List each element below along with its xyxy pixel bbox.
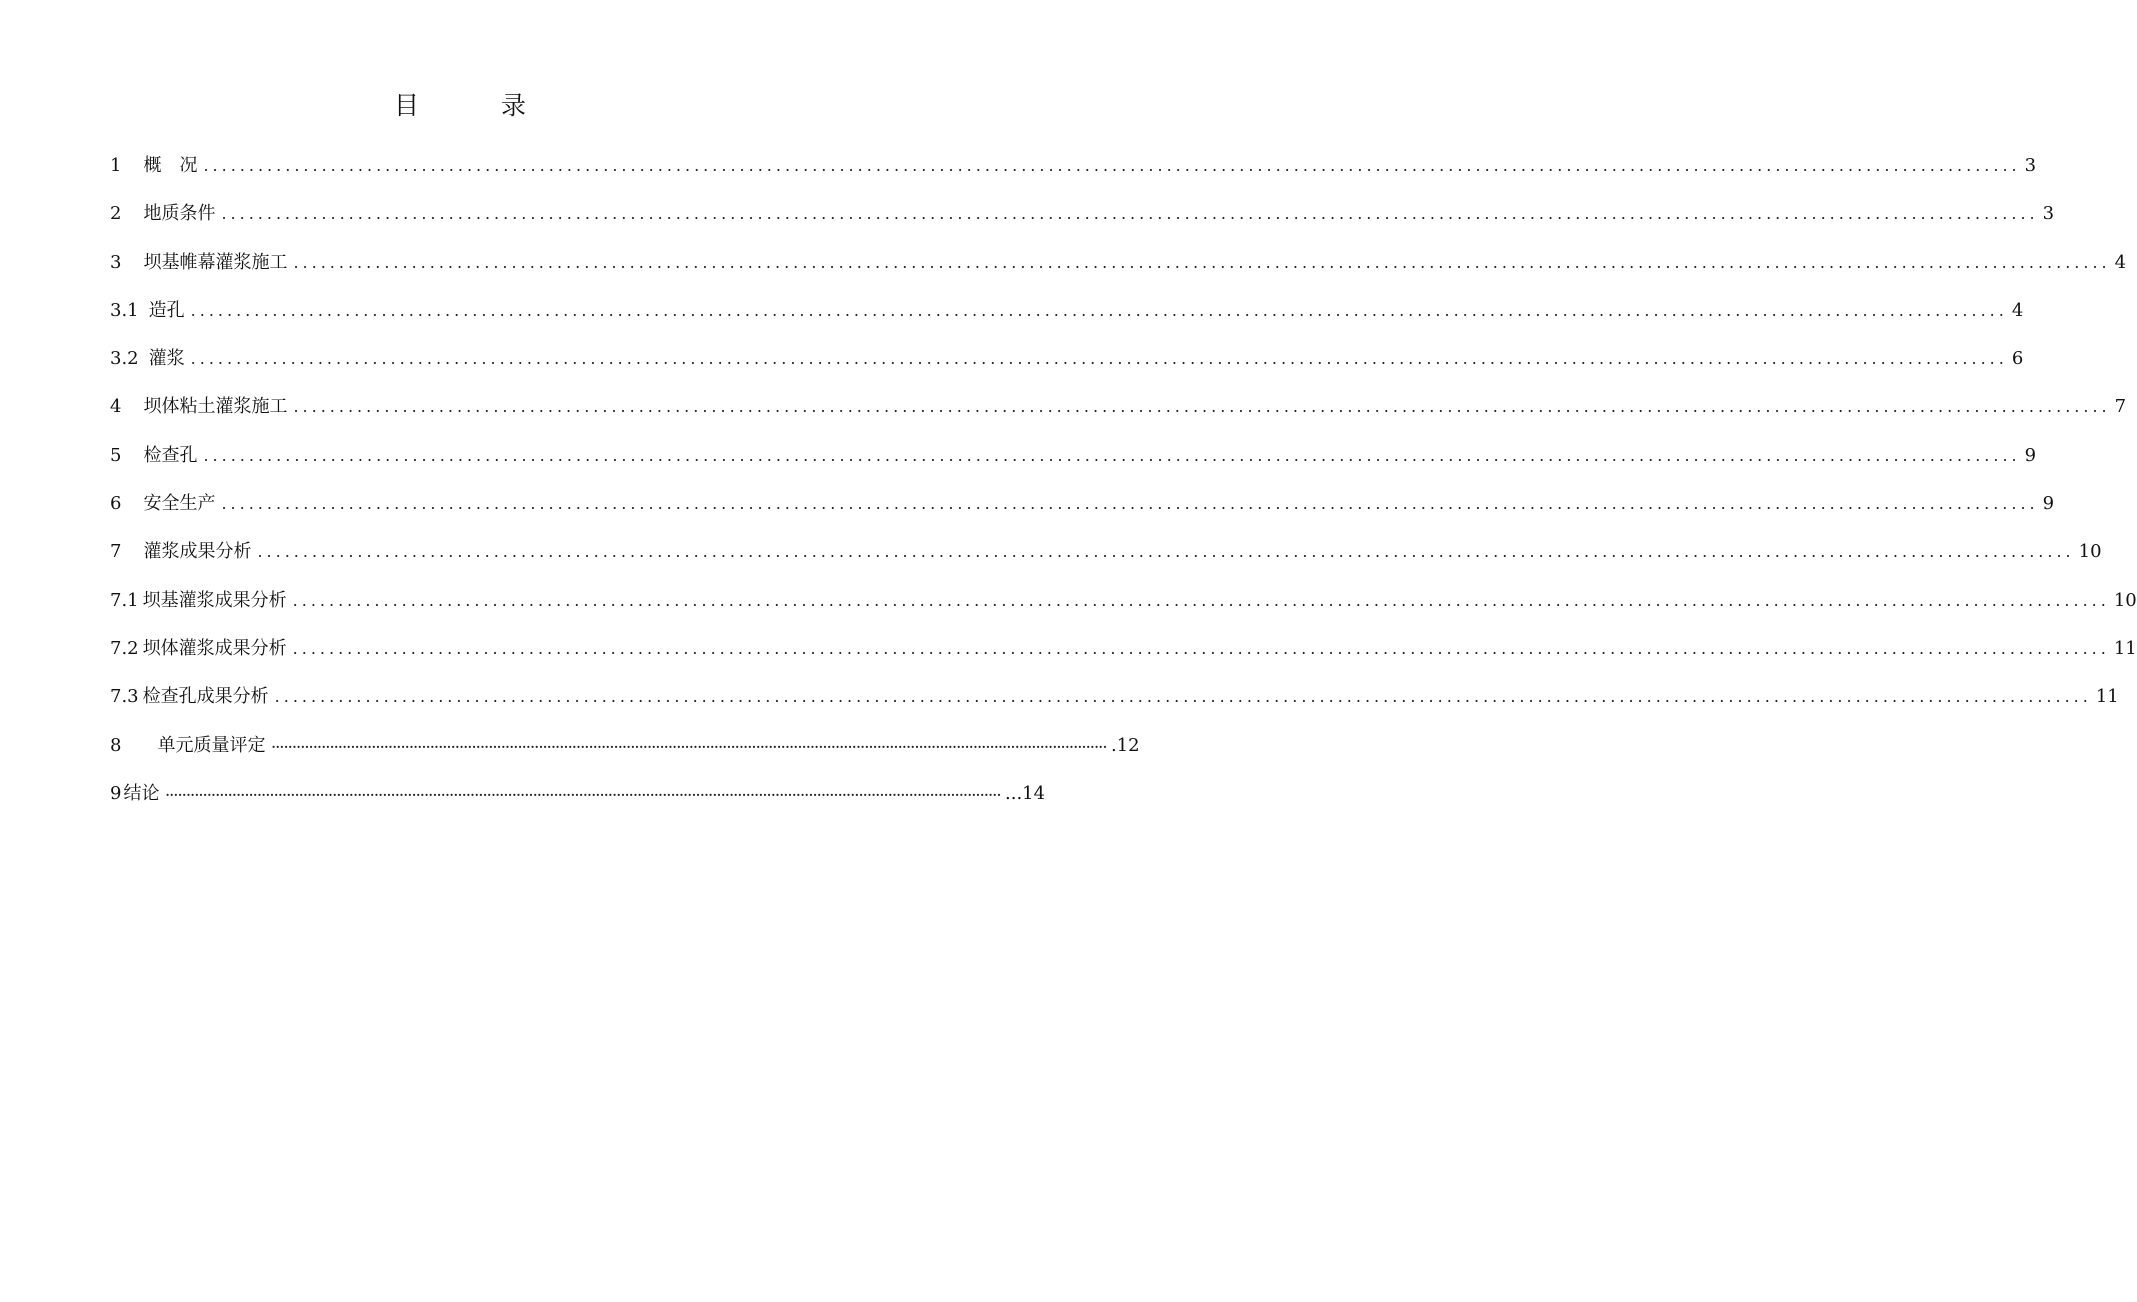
toc-entry-number: 3.1 xyxy=(110,299,139,321)
toc-entry-title: 坝基灌浆成果分析 xyxy=(142,589,287,611)
toc-entry-page: 3 xyxy=(2042,203,2055,225)
toc-entry-title: 灌浆成果分析 xyxy=(143,541,252,563)
toc-entry[interactable] xyxy=(110,339,2024,387)
toc-entry-page: 4 xyxy=(2114,251,2127,273)
toc-entry-title: 检查孔成果分析 xyxy=(142,686,269,708)
toc-dot-leader: ........................................................................................................................................................................................................ xyxy=(293,397,2111,417)
toc-entry-number: 7 xyxy=(110,541,122,563)
toc-entry[interactable] xyxy=(110,629,2137,677)
toc-entry[interactable] xyxy=(110,194,2055,242)
toc-entry-number: 2 xyxy=(110,203,122,225)
toc-entry-title: 造孔 xyxy=(148,299,185,321)
toc-entry-number: 6 xyxy=(110,493,122,515)
toc-entry[interactable] xyxy=(110,774,1046,822)
toc-entry-page: 11 xyxy=(2095,686,2119,708)
toc-entry-number: 3.2 xyxy=(110,348,139,370)
toc-entry[interactable] xyxy=(110,532,2102,580)
toc-entry-page: .12 xyxy=(1111,734,1140,756)
toc-dot-leader: ........................................................................................................................................................................................................ xyxy=(221,494,2039,514)
toc-entry-number: 7.1 xyxy=(110,589,139,611)
toc-entry-title: 灌浆 xyxy=(148,348,185,370)
toc-entry[interactable] xyxy=(110,484,2055,532)
toc-entry[interactable] xyxy=(110,243,2127,291)
toc-dot-leader: ........................................................................................................................................................................................................ xyxy=(203,445,2021,465)
toc-dot-leader: ........................................................................................................................................................................................................ xyxy=(257,542,2075,562)
table-of-contents xyxy=(110,146,2137,822)
toc-entry-page: 3 xyxy=(2024,155,2037,176)
toc-entry-page: 10 xyxy=(2113,589,2137,611)
toc-dot-leader: ........................................................................................................................................................................................................ xyxy=(292,638,2110,658)
toc-entry-title: 检查孔 xyxy=(143,444,198,466)
toc-entry-title: 坝体灌浆成果分析 xyxy=(142,637,287,659)
toc-title: 目录 xyxy=(393,91,608,120)
toc-entry[interactable] xyxy=(110,581,2137,629)
toc-entry-page: 11 xyxy=(2113,637,2137,659)
toc-entry-title: 结论 xyxy=(123,782,160,804)
toc-entry-number: 1 xyxy=(110,155,122,176)
toc-dot-leader: ........................................................................................................................................................................................................ xyxy=(274,687,2092,707)
toc-entry-title: 概 况 xyxy=(143,155,198,176)
toc-entry-title: 地质条件 xyxy=(143,203,216,225)
toc-entry-title: 坝体粘土灌浆施工 xyxy=(143,396,288,418)
toc-entry-page: 7 xyxy=(2114,396,2127,418)
toc-dot-leader: ........................................................................................................................................................................................................ xyxy=(190,300,2008,320)
toc-entry-title: 单元质量评定 xyxy=(157,734,266,756)
toc-entry[interactable] xyxy=(110,436,2037,484)
toc-entry[interactable] xyxy=(110,677,2119,725)
toc-entry-number: 7.2 xyxy=(110,637,139,659)
toc-entry-number: 8 xyxy=(110,734,122,756)
toc-dot-leader: ........................................................................................................................................................................................................ xyxy=(203,156,2021,175)
toc-entry-title: 安全生产 xyxy=(143,493,216,515)
toc-entry-title: 坝基帷幕灌浆施工 xyxy=(143,251,288,273)
toc-entry[interactable] xyxy=(110,291,2024,339)
toc-entry-number: 3 xyxy=(110,251,122,273)
toc-entry-page: 6 xyxy=(2011,348,2024,370)
toc-entry-page: 4 xyxy=(2011,299,2024,321)
toc-entry[interactable] xyxy=(110,146,2037,194)
toc-dot-leader: ........................................................................................................................................................................................................ xyxy=(293,252,2111,272)
toc-entry-number: 7.3 xyxy=(110,686,139,708)
toc-entry-page: 9 xyxy=(2042,493,2055,515)
toc-entry-number: 4 xyxy=(110,396,122,418)
toc-dot-leader: ........................................................................................................................................................................................................ xyxy=(292,590,2110,610)
toc-entry-number: 9 xyxy=(110,782,122,804)
toc-dot-leader: ........................................................................................................................................................................................................ xyxy=(221,204,2039,224)
toc-entry-page: 10 xyxy=(2078,541,2102,563)
toc-dot-leader: ........................................................................................................................................................................................................ xyxy=(190,349,2008,369)
toc-entry-number: 5 xyxy=(110,444,122,466)
toc-dot-leader: ········································································································································································································ xyxy=(271,739,1107,754)
toc-entry-page: 9 xyxy=(2024,444,2037,466)
toc-entry-page: ...14 xyxy=(1005,782,1046,804)
toc-entry[interactable] xyxy=(110,387,2127,435)
toc-entry[interactable] xyxy=(110,726,1140,774)
toc-dot-leader: ········································································································································································································ xyxy=(165,787,1001,802)
